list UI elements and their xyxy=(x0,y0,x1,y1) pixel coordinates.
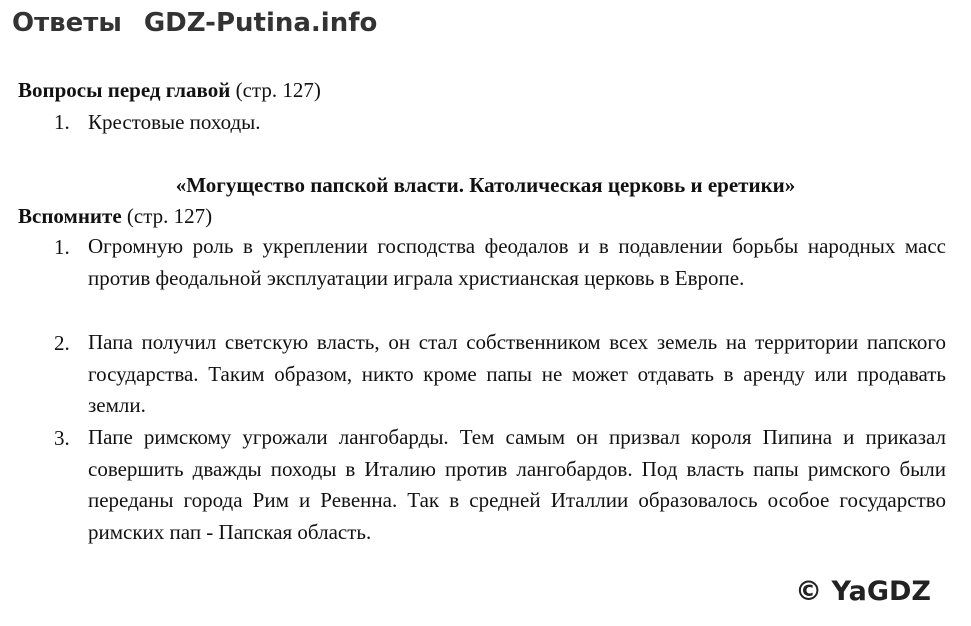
site-header xyxy=(12,8,377,38)
watermark: © YaGDZ xyxy=(795,576,931,607)
page-reference: (стр. 127) xyxy=(126,204,213,228)
section-heading-text: Вопросы перед главой xyxy=(18,78,231,102)
site-name[interactable]: GDZ-Putina.info xyxy=(143,8,378,38)
list-item-text: Папа получил светскую власть, он стал собственником всех земель на территории папского государства. Таким образом, никто кроме папы не может отдавать в аренду или продавать земли. xyxy=(88,330,946,417)
list-item-number: 2. xyxy=(54,331,70,355)
section-heading-questions xyxy=(18,78,321,103)
list-item-text: Огромную роль в укреплении господства феодалов и в подавлении борьбы народных масс против феодальной эксплуатации играла христианская церковь в Европе. xyxy=(88,234,946,290)
list-item-number: 1. xyxy=(54,235,70,259)
list-item-number: 1. xyxy=(54,110,70,134)
list-item-number: 3. xyxy=(54,426,70,450)
list-item-text: Крестовые походы. xyxy=(88,110,261,134)
section-heading-text: Вспомните xyxy=(18,204,122,228)
page-reference: (стр. 127) xyxy=(235,78,321,102)
header-answers-label: Ответы xyxy=(12,8,122,38)
list-item-text: Папе римскому угрожали лангобарды. Тем самым он призвал короля Пипина и приказал совершить дважды походы в Италию против лангобардов. Под власть папы римского были переданы города Рим и Ревенна. Так в средней Италлии образовалось особое государство римских пап - Папская область. xyxy=(88,425,946,544)
section-heading-remember xyxy=(18,204,212,229)
chapter-title: «Могущество папской власти. Католическая церковь и еретики» xyxy=(175,173,796,197)
